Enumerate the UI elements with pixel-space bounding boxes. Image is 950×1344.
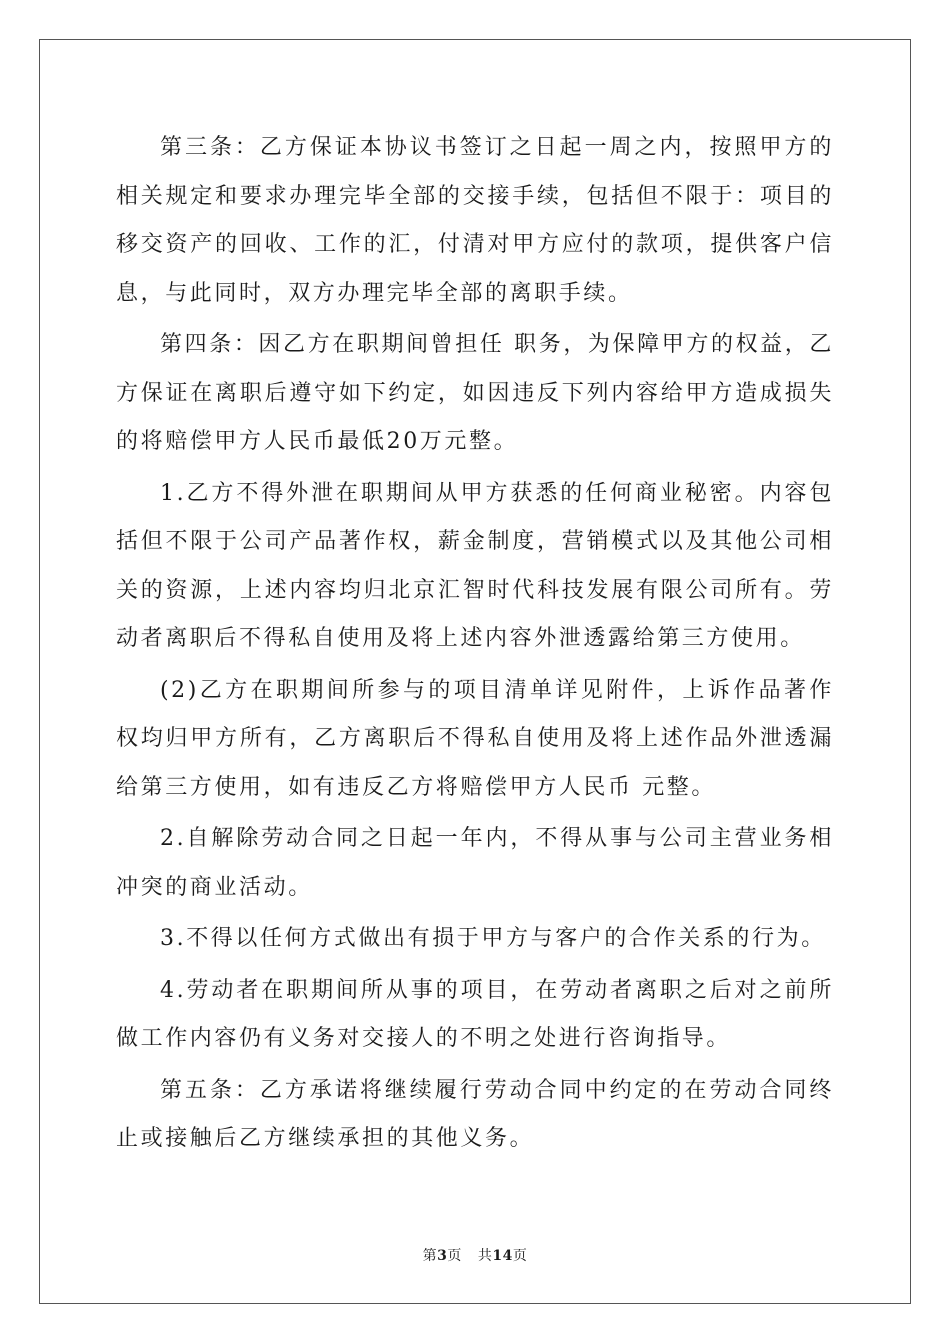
page-number: 3 bbox=[437, 1248, 448, 1264]
total-suffix: 页 bbox=[512, 1248, 528, 1264]
page-footer bbox=[0, 1245, 950, 1265]
page-suffix: 页 bbox=[447, 1248, 462, 1264]
paragraph-clause-1-2: (2)乙方在职期间所参与的项目清单详见附件，上诉作品著作权均归甲方所有，乙方离职后不得私自使用及将上述作品外泄透漏给第三方使用，如有违反乙方将赔偿甲方人民币 元整。 bbox=[116, 677, 834, 800]
paragraph-article-4: 第四条：因乙方在职期间曾担任 职务，为保障甲方的权益，乙方保证在离职后遵守如下约定，如因违反下列内容给甲方造成损失的将赔偿甲方人民币最低20万元整。 bbox=[116, 332, 834, 454]
paragraph-clause-1: 1.乙方不得外泄在职期间从甲方获悉的任何商业秘密。内容包括但不限于公司产品著作权，薪金制度，营销模式以及其他公司相关的资源，上述内容均归北京汇智时代科技发展有限公司所有。劳动者离职后不得私自使用及将上述内容外泄透露给第三方使用。 bbox=[116, 480, 834, 651]
paragraph-clause-2: 2.自解除劳动合同之日起一年内，不得从事与公司主营业务相冲突的商业活动。 bbox=[116, 826, 834, 900]
page-prefix: 第 bbox=[422, 1248, 438, 1264]
document-body bbox=[116, 124, 834, 1164]
paragraph-clause-3: 3.不得以任何方式做出有损于甲方与客户的合作关系的行为。 bbox=[160, 926, 826, 951]
paragraph-article-3: 第三条：乙方保证本协议书签订之日起一周之内，按照甲方的相关规定和要求办理完毕全部的交接手续，包括但不限于：项目的移交资产的回收、工作的汇，付清对甲方应付的款项，提供客户信息，与此同时，双方办理完毕全部的离职手续。 bbox=[116, 135, 834, 306]
total-prefix: 共 bbox=[477, 1248, 493, 1264]
paragraph-clause-4: 4.劳动者在职期间所从事的项目，在劳动者离职之后对之前所做工作内容仍有义务对交接人的不明之处进行咨询指导。 bbox=[116, 977, 834, 1051]
total-pages: 14 bbox=[492, 1248, 513, 1264]
paragraph-article-5: 第五条：乙方承诺将继续履行劳动合同中约定的在劳动合同终止或接触后乙方继续承担的其他义务。 bbox=[116, 1077, 834, 1151]
